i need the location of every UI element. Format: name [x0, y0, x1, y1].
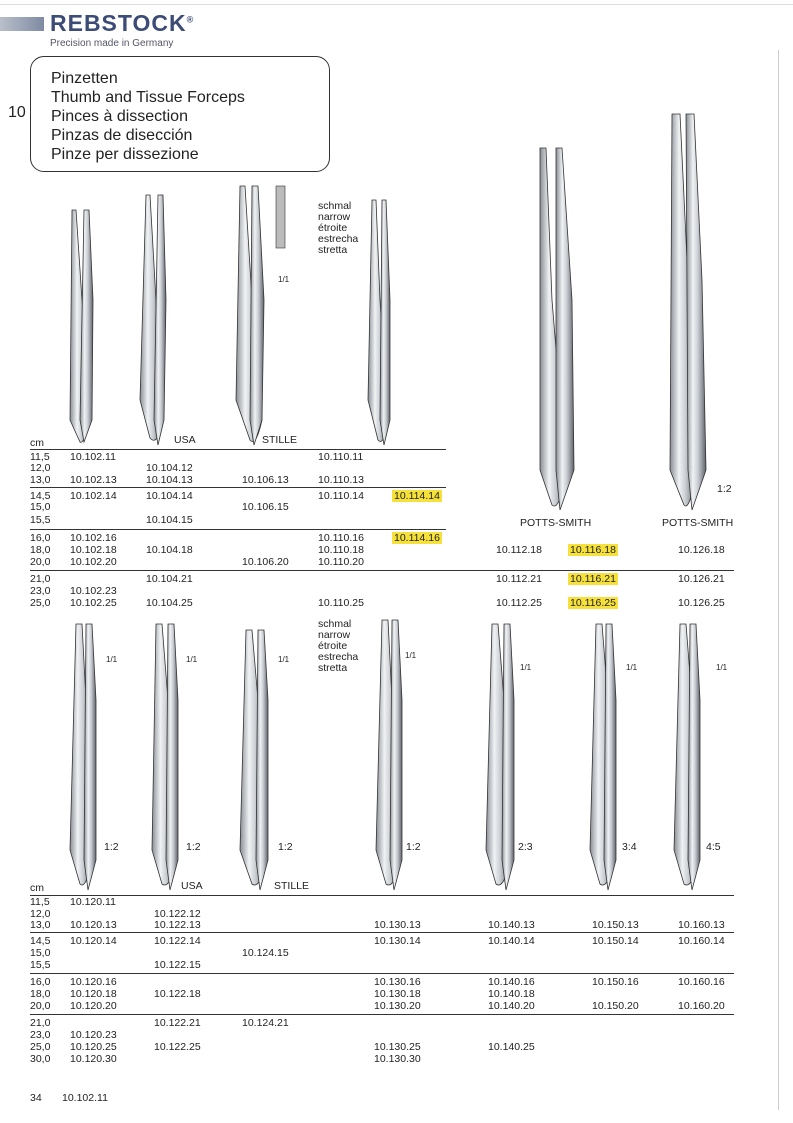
article-number: 10.122.21	[154, 1017, 201, 1029]
size-cell: 11,5	[30, 451, 50, 463]
article-number: 10.110.20	[318, 556, 364, 568]
narrow-note-b2: narrow	[318, 629, 351, 641]
article-number: 10.120.25	[70, 1041, 117, 1053]
article-number: 10.130.16	[374, 976, 421, 988]
article-number: 10.110.14	[318, 490, 364, 502]
size-cell: 20,0	[30, 1000, 51, 1012]
article-number: 10.130.13	[374, 919, 421, 931]
size-cell: 18,0	[30, 544, 51, 556]
article-number: 10.130.25	[374, 1041, 421, 1053]
article-number: 10.104.13	[146, 474, 193, 486]
article-number: 10.120.13	[70, 919, 117, 931]
article-number: 10.122.18	[154, 988, 201, 1000]
article-number: 10.140.16	[488, 976, 535, 988]
forceps-10-122	[152, 624, 178, 890]
article-number: 10.116.25	[570, 597, 616, 609]
article-number: 10.130.20	[374, 1000, 421, 1012]
title-line-de: Pinzetten	[51, 70, 118, 87]
article-number: 10.120.14	[70, 935, 117, 947]
size-cell: 13,0	[30, 919, 51, 931]
ratio-b1: 1:2	[104, 841, 119, 853]
narrow-note-3: étroite	[318, 222, 348, 234]
ratio-b7: 4:5	[706, 841, 721, 853]
narrow-note-4: estrecha	[318, 233, 359, 245]
article-number: 10.104.12	[146, 462, 193, 474]
ratio-b5: 2:3	[518, 841, 533, 853]
article-number: 10.124.15	[242, 947, 289, 959]
article-number: 10.130.18	[374, 988, 421, 1000]
article-number: 10.104.14	[146, 490, 193, 502]
size-cell: 15,0	[30, 947, 51, 959]
article-number: 10.110.11	[318, 451, 364, 463]
size-cell: 14,5	[30, 490, 51, 502]
ratio-b4: 1:2	[406, 841, 421, 853]
article-number: 10.102.20	[70, 556, 117, 568]
size-cell: 11,5	[30, 896, 50, 908]
article-number: 10.106.20	[242, 556, 289, 568]
narrow-note-2: narrow	[318, 211, 351, 223]
article-number: 10.102.13	[70, 474, 117, 486]
brand-name: REBSTOCK	[50, 10, 187, 36]
article-number: 10.130.14	[374, 935, 421, 947]
article-number: 10.112.25	[496, 597, 542, 609]
forceps-10-150	[590, 624, 616, 890]
article-number: 10.122.12	[154, 908, 201, 920]
size-cell: 13,0	[30, 474, 51, 486]
size-cell: 15,5	[30, 514, 51, 526]
page-section-number: 10	[8, 104, 26, 121]
article-number: 10.110.18	[318, 544, 364, 556]
article-number: 10.104.15	[146, 514, 193, 526]
article-number: 10.120.30	[70, 1053, 117, 1065]
article-number: 10.102.25	[70, 597, 117, 609]
article-number: 10.140.18	[488, 988, 535, 1000]
scale-b2: 1/1	[186, 655, 198, 664]
label-potts-smith-2: POTTS-SMITH	[662, 517, 734, 529]
forceps-10-106-stille	[236, 186, 264, 445]
label-stille-b: STILLE	[274, 880, 310, 892]
label-potts-smith-1: POTTS-SMITH	[520, 517, 592, 529]
article-number: 10.114.14	[394, 490, 440, 502]
article-number: 10.150.14	[592, 935, 639, 947]
narrow-note-b1: schmal	[318, 618, 352, 630]
article-number: 10.104.18	[146, 544, 193, 556]
article-number: 10.140.14	[488, 935, 535, 947]
size-cell: 25,0	[30, 597, 51, 609]
top-row-rule	[30, 487, 446, 488]
article-number: 10.116.21	[570, 573, 616, 585]
scale-b3: 1/1	[278, 655, 290, 664]
size-cell: 30,0	[30, 1053, 51, 1065]
title-line-it: Pinze per dissezione	[51, 146, 199, 163]
unit-cm-top: cm	[30, 437, 44, 449]
article-number: 10.102.18	[70, 544, 117, 556]
label-stille: STILLE	[262, 434, 298, 446]
forceps-potts-smith-1	[540, 148, 574, 510]
forceps-potts-smith-2	[670, 114, 706, 510]
article-number: 10.160.20	[678, 1000, 725, 1012]
article-number: 10.102.23	[70, 585, 117, 597]
size-cell: 15,5	[30, 959, 51, 971]
forceps-10-104	[140, 195, 166, 445]
article-number: 10.140.20	[488, 1000, 535, 1012]
forceps-10-120	[70, 624, 96, 890]
article-number: 10.122.15	[154, 959, 201, 971]
ratio-top: 1:2	[717, 483, 732, 495]
size-cell: 20,0	[30, 556, 51, 568]
ratio-b2: 1:2	[186, 841, 201, 853]
article-number: 10.106.15	[242, 501, 289, 513]
narrow-note-b4: estrecha	[318, 651, 359, 663]
article-number: 10.122.13	[154, 919, 201, 931]
article-number: 10.160.14	[678, 935, 725, 947]
narrow-note-1: schmal	[318, 200, 352, 212]
title-line-en: Thumb and Tissue Forceps	[51, 89, 245, 106]
article-number: 10.106.13	[242, 474, 289, 486]
forceps-10-102	[70, 210, 93, 442]
forceps-10-124-stille	[240, 630, 268, 890]
scale-b1: 1/1	[106, 655, 118, 664]
article-number: 10.126.21	[678, 573, 725, 585]
forceps-10-140	[486, 624, 514, 890]
article-number: 10.120.18	[70, 988, 117, 1000]
article-number: 10.120.16	[70, 976, 117, 988]
size-cell: 21,0	[30, 1017, 51, 1029]
article-number: 10.110.16	[318, 532, 364, 544]
size-cell: 16,0	[30, 532, 51, 544]
ratio-b3: 1:2	[278, 841, 293, 853]
size-cell: 12,0	[30, 462, 51, 474]
unit-cm-bottom: cm	[30, 882, 44, 894]
article-number: 10.140.13	[488, 919, 535, 931]
article-number: 10.114.16	[394, 532, 440, 544]
article-number: 10.140.25	[488, 1041, 535, 1053]
top-row-rule	[30, 529, 446, 530]
narrow-note-5: stretta	[318, 244, 348, 256]
size-cell: 16,0	[30, 976, 51, 988]
article-number: 10.122.14	[154, 935, 201, 947]
forceps-10-130	[376, 620, 402, 890]
article-number: 10.126.18	[678, 544, 725, 556]
article-number: 10.112.21	[496, 573, 542, 585]
brand-mark: ®	[186, 14, 195, 25]
article-number: 10.150.13	[592, 919, 639, 931]
label-usa: USA	[174, 434, 196, 446]
size-cell: 12,0	[30, 908, 51, 920]
scale-b7: 1/1	[716, 663, 728, 672]
forceps-10-110	[368, 200, 390, 445]
article-number: 10.120.20	[70, 1000, 117, 1012]
size-cell: 15,0	[30, 501, 51, 513]
size-cell: 23,0	[30, 1029, 51, 1041]
size-cell: 21,0	[30, 573, 51, 585]
article-number: 10.112.18	[496, 544, 542, 556]
top-row-rule	[30, 570, 734, 571]
scale-b6: 1/1	[626, 663, 638, 672]
serration-detail	[276, 186, 285, 248]
article-number: 10.104.21	[146, 573, 193, 585]
bottom-row-rule	[30, 932, 734, 933]
size-cell: 25,0	[30, 1041, 51, 1053]
article-number: 10.116.18	[570, 544, 616, 556]
size-cell: 23,0	[30, 585, 51, 597]
label-usa-b: USA	[181, 880, 203, 892]
footer-ref: 10.102.11	[62, 1092, 108, 1104]
article-number: 10.102.14	[70, 490, 117, 502]
footer-page: 34	[30, 1092, 42, 1104]
scale-b5: 1/1	[520, 663, 532, 672]
article-number: 10.102.11	[70, 451, 116, 463]
size-cell: 18,0	[30, 988, 51, 1000]
forceps-10-160	[674, 624, 700, 890]
size-cell: 14,5	[30, 935, 51, 947]
article-number: 10.160.16	[678, 976, 725, 988]
brand-tagline: Precision made in Germany	[50, 38, 174, 49]
article-number: 10.160.13	[678, 919, 725, 931]
article-number: 10.110.13	[318, 474, 364, 486]
article-number: 10.150.16	[592, 976, 639, 988]
scale-top-3: 1/1	[278, 275, 290, 284]
scale-b4: 1/1	[405, 651, 417, 660]
title-line-es: Pinzas de disección	[51, 127, 193, 144]
article-number: 10.104.25	[146, 597, 193, 609]
article-number: 10.126.25	[678, 597, 725, 609]
ratio-b6: 3:4	[622, 841, 637, 853]
bottom-row-rule	[30, 973, 734, 974]
article-number: 10.124.21	[242, 1017, 289, 1029]
article-number: 10.130.30	[374, 1053, 421, 1065]
article-number: 10.120.23	[70, 1029, 117, 1041]
article-number: 10.150.20	[592, 1000, 639, 1012]
article-number: 10.120.11	[70, 896, 116, 908]
article-number: 10.110.25	[318, 597, 364, 609]
bottom-row-rule	[30, 1014, 734, 1015]
narrow-note-b3: étroite	[318, 640, 348, 652]
title-line-fr: Pinces à dissection	[51, 108, 188, 125]
article-number: 10.122.25	[154, 1041, 201, 1053]
narrow-note-b5: stretta	[318, 662, 348, 674]
article-number: 10.102.16	[70, 532, 117, 544]
